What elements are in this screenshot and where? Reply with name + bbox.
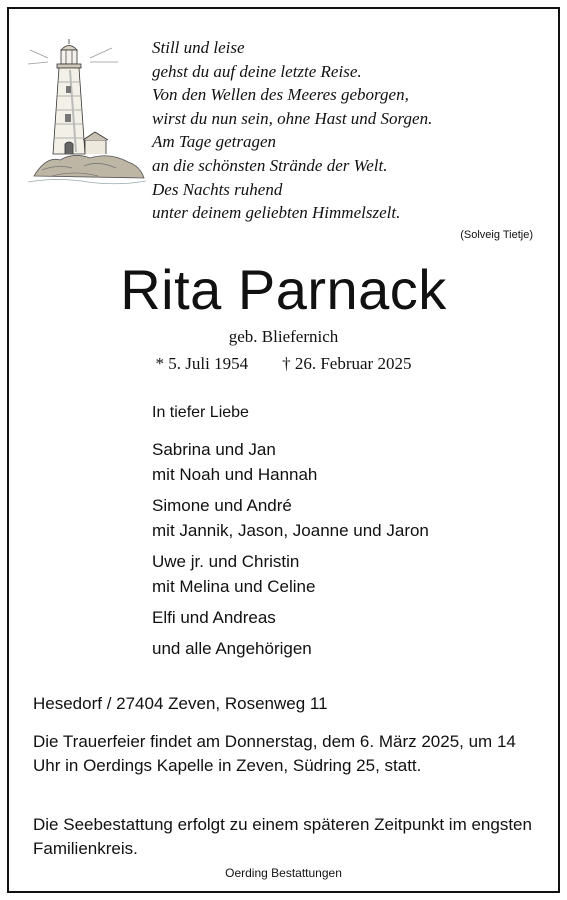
poem-attribution: (Solveig Tietje) [460,229,533,241]
poem-line: gehst du auf deine letzte Reise. [152,61,362,81]
birth-date: * 5. Juli 1954 [155,354,249,373]
life-dates [0,354,567,374]
mourner-line: mit Jannik, Jason, Joanne und Jaron [152,521,429,540]
mourner-line: mit Noah und Hannah [152,465,318,484]
burial-notice: Die Seebestattung erfolgt zu einem späteren Zeitpunkt im engsten Familienkreis. [33,815,532,858]
deceased-name: Rita Parnack [120,258,447,321]
mourner-line: Elfi und Andreas [152,608,276,627]
poem [152,36,522,225]
mourner-line: und alle Angehörigen [152,639,312,658]
mourner-group [152,437,429,487]
mourner-group [152,493,429,543]
mourner-group [152,605,429,630]
family-address: Hesedorf / 27404 Zeven, Rosenweg 11 [33,694,328,713]
death-date: † 26. Februar 2025 [282,354,412,373]
poem-line: unter deinem geliebten Himmelszelt. [152,203,401,223]
poem-line: an die schönsten Strände der Welt. [152,155,388,175]
mourners-list [152,401,429,667]
poem-line: Von den Wellen des Meeres geborgen, [152,85,409,105]
lighthouse-icon [28,36,146,186]
mourner-line: Uwe jr. und Christin [152,552,300,571]
mourners-intro: In tiefer Liebe [152,404,249,421]
poem-line: Am Tage getragen [152,132,277,152]
poem-line: Des Nachts ruhend [152,179,283,199]
mourner-line: mit Melina und Celine [152,577,316,596]
maiden-name: geb. Bliefernich [228,327,339,346]
mourner-group [152,549,429,599]
mourner-group [152,636,429,661]
undertaker-name: Oerding Bestattungen [225,866,342,880]
funeral-notice: Die Trauerfeier findet am Donnerstag, dem 6. März 2025, um 14 Uhr in Oerdings Kapelle in Zeven, Südring 25, statt. [33,732,516,775]
poem-line: Still und leise [152,38,245,57]
poem-line: wirst du nun sein, ohne Hast und Sorgen. [152,108,433,128]
mourner-line: Sabrina und Jan [152,440,276,459]
mourner-line: Simone und André [152,496,292,515]
